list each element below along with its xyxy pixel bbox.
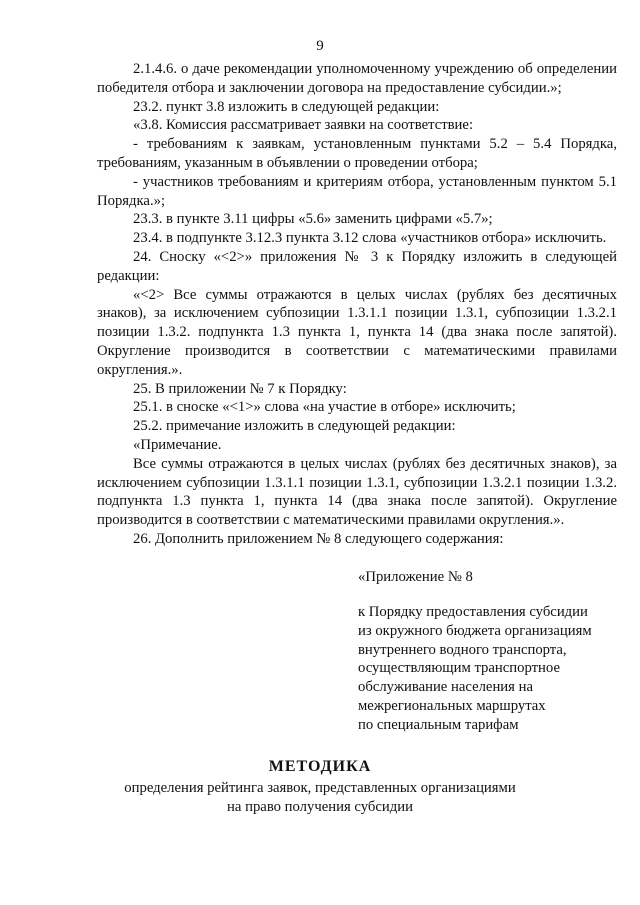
paragraph: 24. Сноску «<2>» приложения № 3 к Порядку изложить в следующей редакции: xyxy=(97,248,617,284)
appendix-line: осуществляющим транспортное xyxy=(358,660,560,677)
page-number: 9 xyxy=(316,38,324,54)
appendix-caption xyxy=(358,603,592,735)
appendix-line: внутреннего водного транспорта, xyxy=(358,641,567,658)
paragraph: 25.1. в сноске «<1>» слова «на участие в отборе» исключить; xyxy=(133,399,516,416)
method-subtitle-line2: на право получения субсидии xyxy=(227,799,413,815)
paragraph: «Примечание. xyxy=(133,436,222,453)
paragraph: 23.2. пункт 3.8 изложить в следующей редакции: xyxy=(133,98,440,115)
appendix-line: межрегиональных маршрутах xyxy=(358,697,546,714)
paragraph: «3.8. Комиссия рассматривает заявки на соответствие: xyxy=(133,117,474,134)
method-subtitle-line1: определения рейтинга заявок, представленных организациями xyxy=(124,780,516,796)
appendix-line: обслуживание населения на xyxy=(358,679,533,696)
paragraph: 2.1.4.6. о даче рекомендации уполномоченному учреждению об определении победителя отбора и заключении договора на предоставление субсидии.»; xyxy=(97,61,617,96)
paragraph: 23.4. в подпункте 3.12.3 пункта 3.12 слова «участников отбора» исключить. xyxy=(133,230,607,247)
appendix-line: из окружного бюджета организациям xyxy=(358,622,592,639)
paragraph: 23.3. в пункте 3.11 цифры «5.6» заменить цифрами «5.7»; xyxy=(133,211,493,228)
paragraph: 26. Дополнить приложением № 8 следующего содержания: xyxy=(133,530,504,547)
paragraph: - требованиям к заявкам, установленным пунктами 5.2 – 5.4 Порядка, требованиям, указанным в объявлении о проведении отбора; xyxy=(97,136,617,171)
paragraph: «<2> Все суммы отражаются в целых числах (рублях без десятичных знаков), за исключением субпозиции 1.3.1.1 позиции 1.3.1, субпозиции 1.3.2.1 позиции 1.3.2. подпункта 1.3 пункта 1, пункта 14 (два знака после запятой). Округление производится в соответствии с математическими правилами округления.». xyxy=(97,286,617,378)
paragraph: - участников требованиям и критериям отбора, установленным пунктом 5.1 Порядка.»; xyxy=(97,173,617,209)
paragraph: Все суммы отражаются в целых числах (рублях без десятичных знаков), за исключением субпозиции 1.3.1.1 позиции 1.3.1, субпозиции 1.3.2.1 позиции 1.3.2. подпункта 1.3 пункта 1, пункта 14 (два знака после запятой). Округление производится в соответствии с математическими правилами округления.». xyxy=(97,455,617,529)
appendix-line: к Порядку предоставления субсидии xyxy=(358,604,588,620)
document-body xyxy=(97,60,617,549)
paragraph: 25. В приложении № 7 к Порядку: xyxy=(133,380,347,397)
method-title: МЕТОДИКА xyxy=(268,758,372,775)
appendix-title: «Приложение № 8 xyxy=(358,569,473,585)
paragraph: 25.2. примечание изложить в следующей редакции: xyxy=(133,418,456,435)
appendix-line: по специальным тарифам xyxy=(358,716,519,733)
